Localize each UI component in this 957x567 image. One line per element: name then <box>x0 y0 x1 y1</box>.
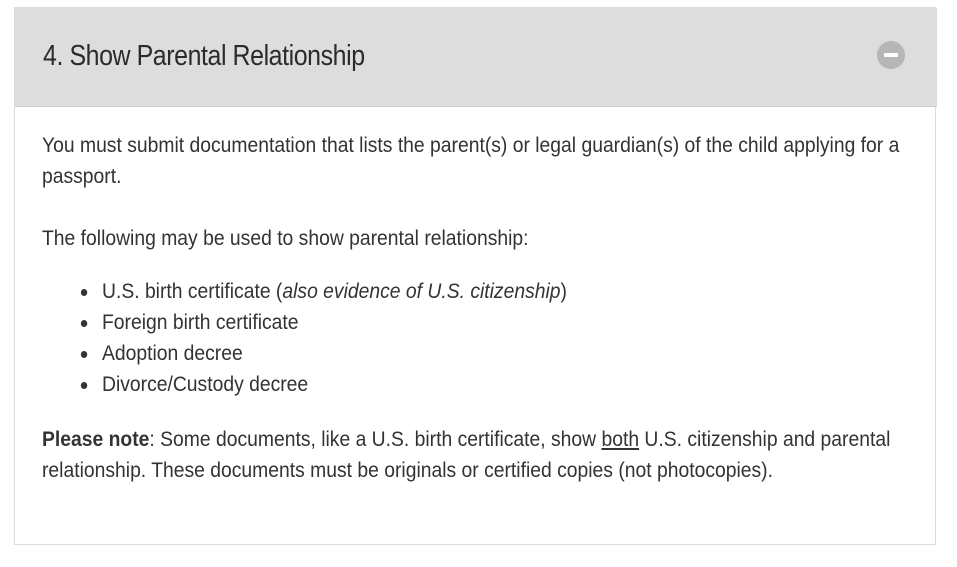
list-item <box>102 338 847 369</box>
minus-bar <box>884 53 898 57</box>
accordion-section <box>14 7 936 545</box>
accordion-header[interactable] <box>15 8 937 107</box>
list-item <box>102 276 847 307</box>
list-item <box>102 307 847 338</box>
list-item-text: U.S. birth certificate ( <box>102 280 283 303</box>
accordion-body <box>42 130 912 486</box>
intro-paragraph: You must submit documentation that lists the parent(s) or legal guardian(s) of the child applying for a passport. <box>42 134 900 188</box>
list-item-text: Divorce/Custody decree <box>102 373 309 396</box>
document-list <box>42 276 912 400</box>
list-item <box>102 369 847 400</box>
list-item-text: Foreign birth certificate <box>102 311 299 334</box>
list-item-text: Adoption decree <box>102 342 243 365</box>
note-paragraph <box>42 424 911 486</box>
note-underlined: both <box>601 428 640 451</box>
note-label: Please note <box>42 428 150 451</box>
following-paragraph: The following may be used to show parental relationship: <box>42 227 529 250</box>
list-item-italic: also evidence of U.S. citizenship <box>282 280 561 303</box>
note-text-before: : Some documents, like a U.S. birth certificate, show <box>149 428 602 451</box>
list-item-suffix: ) <box>560 280 567 303</box>
minus-circle-icon[interactable] <box>877 41 905 69</box>
section-title: 4. Show Parental Relationship <box>43 40 365 72</box>
note-text-after: U.S. citizenship and parental relationship. These documents must be originals or certified copies (not photocopies). <box>42 428 891 482</box>
